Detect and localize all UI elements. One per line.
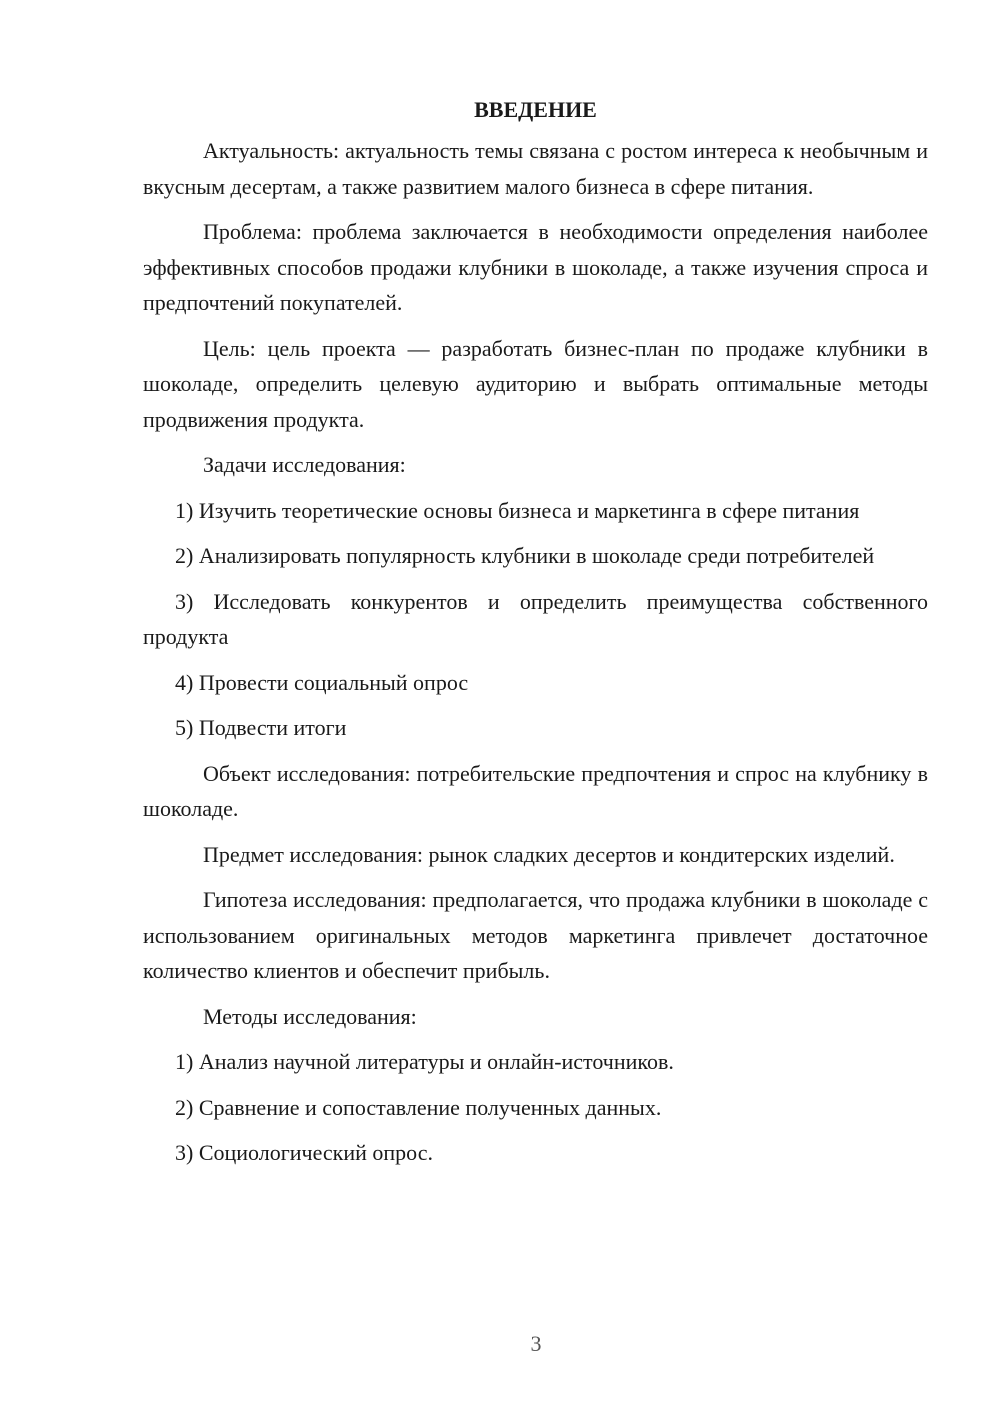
relevance-paragraph: Актуальность: актуальность темы связана с ростом интереса к необычным и вкусным десертам, а также развитием малого бизнеса в сфере питания. — [143, 138, 928, 199]
object-paragraph: Объект исследования: потребительские предпочтения и спрос на клубнику в шоколаде. — [143, 760, 928, 821]
methods-heading: Методы исследования: — [203, 1003, 417, 1029]
task-item: 5) Подвести итоги — [175, 715, 347, 740]
page-title: ВВЕДЕНИЕ — [474, 97, 597, 122]
method-item: 3) Социологический опрос. — [175, 1140, 433, 1165]
task-item: 2) Анализировать популярность клубники в шоколаде среди потребителей — [175, 543, 875, 568]
tasks-heading: Задачи исследования: — [203, 452, 406, 477]
task-item: 4) Провести социальный опрос — [175, 669, 469, 695]
method-item: 1) Анализ научной литературы и онлайн-источников. — [175, 1049, 674, 1074]
problem-paragraph: Проблема: проблема заключается в необходимости определения наиболее эффективных способов продажи клубники в шоколаде, а также изучения спроса и предпочтений покупателей. — [143, 219, 928, 315]
document-page — [143, 92, 928, 1181]
task-item: 3) Исследовать конкурентов и определить преимущества собственного продукта — [143, 588, 928, 649]
page-number: 3 — [530, 1331, 542, 1356]
task-item: 1) Изучить теоретические основы бизнеса и маркетинга в сфере питания — [175, 497, 860, 523]
subject-paragraph: Предмет исследования: рынок сладких десертов и кондитерских изделий. — [203, 841, 895, 867]
hypothesis-paragraph: Гипотеза исследования: предполагается, что продажа клубники в шоколаде с использованием оригинальных методов маркетинга привлечет достаточное количество клиентов и обеспечит прибыль. — [143, 887, 928, 983]
goal-paragraph: Цель: цель проекта — разработать бизнес-план по продаже клубники в шоколаде, определить целевую аудиторию и выбрать оптимальные методы продвижения продукта. — [143, 335, 928, 432]
method-item: 2) Сравнение и сопоставление полученных данных. — [175, 1094, 662, 1120]
